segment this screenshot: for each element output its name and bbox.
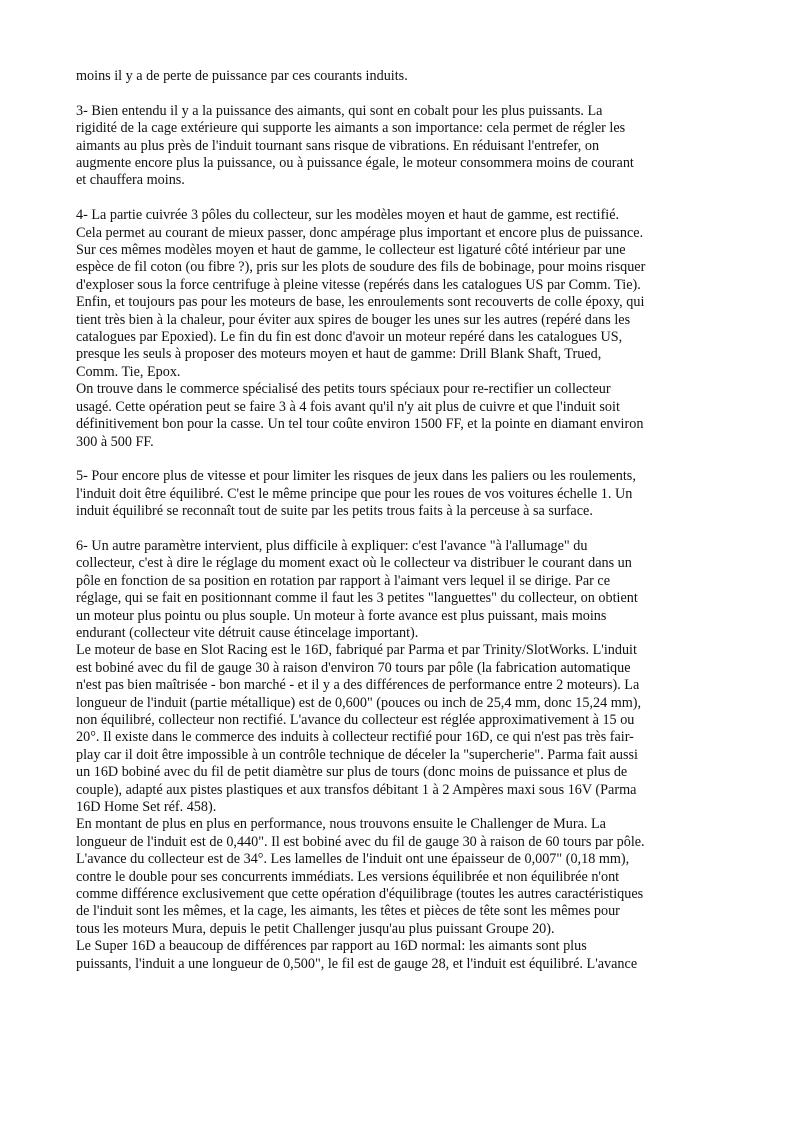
text-line: espèce de fil coton (ou fibre ?), pris sur les plots de soudure des fils de bobinage, pour moins risquer <box>76 259 646 276</box>
text-line: rigidité de la cage extérieure qui supporte les aimants a son importance: cela permet de régler les <box>76 120 626 137</box>
text-line: En montant de plus en plus en performance, nous trouvons ensuite le Challenger de Mura. La <box>76 816 606 833</box>
text-line: tous les moteurs Mura, depuis le petit Challenger jusqu'au plus puissant Groupe 20). <box>76 920 555 937</box>
text-line: 5- Pour encore plus de vitesse et pour limiter les risques de jeux dans les paliers ou les roulements, <box>76 468 636 485</box>
text-line: 16D Home Set réf. 458). <box>76 799 217 815</box>
text-line: puissants, l'induit a une longueur de 0,500", le fil est de gauge 28, et l'induit est équilibré. L'avance <box>76 955 638 972</box>
text-line: Comm. Tie, Epox. <box>76 363 181 380</box>
text-line: est bobiné avec du fil de gauge 30 à raison d'environ 70 tours par pôle (la fabrication automatique <box>76 659 631 676</box>
text-line: Le moteur de base en Slot Racing est le 16D, fabriqué par Parma et par Trinity/SlotWorks. L'induit <box>76 642 637 659</box>
paragraph <box>76 381 724 451</box>
text-line: 3- Bien entendu il y a la puissance des aimants, qui sont en cobalt pour les plus puissants. La <box>76 102 603 119</box>
text-line: un 16D bobiné avec du fil de petit diamètre sur plus de tours (donc moins de puissance et plus de <box>76 764 628 781</box>
text-line: Sur ces mêmes modèles moyen et haut de gamme, le collecteur est ligaturé côté intérieur par une <box>76 242 626 259</box>
text-line: moins il y a de perte de puissance par ces courants induits. <box>76 68 408 84</box>
paragraph <box>76 68 724 85</box>
text-line: un moteur plus pointu ou plus souple. Un moteur à forte avance est plus puissant, mais moins <box>76 607 607 624</box>
text-line: catalogues par Epoxied). Le fin du fin est donc d'avoir un moteur repéré dans les catalogues US, <box>76 329 623 346</box>
text-line: L'avance du collecteur est de 34°. Les lamelles de l'induit ont une épaisseur de 0,007" (0,18 mm), <box>76 851 630 868</box>
text-line: Enfin, et toujours pas pour les moteurs de base, les enroulements sont recouverts de colle époxy, qui <box>76 294 645 311</box>
paragraph <box>76 538 724 642</box>
text-line: n'est pas bien maîtrisée - bon marché - et il y a des différences de performance entre 2 moteurs). La <box>76 677 640 694</box>
text-line: pôle en fonction de sa position en rotation par rapport à l'aimant vers lequel il se dirige. Par ce <box>76 572 611 589</box>
document-page <box>76 68 724 973</box>
text-line: play car il doit être impossible à un contrôle technique de déceler la "supercherie". Parma fait aussi <box>76 746 638 763</box>
text-line: définitivement bon pour la casse. Un tel tour coûte environ 1500 FF, et la pointe en diamant environ <box>76 416 644 433</box>
text-line: réglage, qui se fait en positionnant comme il faut les 3 petites "languettes" du collecteur, on obtient <box>76 590 638 607</box>
text-line: et chauffera moins. <box>76 172 185 189</box>
paragraph <box>76 103 724 190</box>
text-line: l'induit doit être équilibré. C'est le même principe que pour les roues de vos voitures échelle 1. Un <box>76 485 633 502</box>
text-line: d'exploser sous la force centrifuge à pleine vitesse (repérés dans les catalogues US par Comm. Tie). <box>76 276 641 293</box>
text-line: contre le double pour ses concurrents immédiats. Les versions équilibrée et non équilibrée n'ont <box>76 868 620 885</box>
text-line: usagé. Cette opération peut se faire 3 à 4 fois avant qu'il n'y ait plus de cuivre et que l'induit soit <box>76 398 620 415</box>
text-line: augmente encore plus la puissance, ou à puissance égale, le moteur consommera moins de courant <box>76 155 634 172</box>
text-line: 300 à 500 FF. <box>76 433 154 450</box>
text-line: collecteur, c'est à dire le réglage du moment exact où le collecteur va distribuer le courant dans un <box>76 555 632 572</box>
text-line: Le Super 16D a beaucoup de différences par rapport au 16D normal: les aimants sont plus <box>76 938 587 955</box>
paragraph <box>76 938 724 973</box>
text-line: aimants au plus près de l'induit tournant sans risque de vibrations. En réduisant l'entrefer, on <box>76 137 600 154</box>
text-line: non équilibré, collecteur non rectifié. L'avance du collecteur est réglée approximativement à 15 ou <box>76 711 635 728</box>
paragraph <box>76 642 724 816</box>
text-line: endurant (collecteur vite détruit cause étincelage important). <box>76 624 419 641</box>
text-line: 6- Un autre paramètre intervient, plus difficile à expliquer: c'est l'avance "à l'allumage" du <box>76 537 588 554</box>
text-line: longueur de l'induit (partie métallique) est de 0,600" (pouces ou inch de 25,4 mm, donc 15,24 mm), <box>76 694 642 711</box>
text-line: tient très bien à la chaleur, pour éviter aux spires de bouger les unes sur les autres (repéré dans les <box>76 311 631 328</box>
text-line: 4- La partie cuivrée 3 pôles du collecteur, sur les modèles moyen et haut de gamme, est rectifié. <box>76 207 620 224</box>
paragraph <box>76 816 724 938</box>
text-line: longueur de l'induit est de 0,440". Il est bobiné avec du fil de gauge 30 à raison de 60 tours par pôle. <box>76 833 645 850</box>
text-line: couple), adapté aux pistes plastiques et aux transfos débitant 1 à 2 Ampères maxi sous 16V (Parma <box>76 781 637 798</box>
text-line: presque les seuls à proposer des moteurs moyen et haut de gamme: Drill Blank Shaft, Trued, <box>76 346 602 363</box>
paragraph <box>76 207 724 381</box>
text-line: comme différence exclusivement que cette opération d'équilibrage (toutes les autres caractéristiques <box>76 886 644 903</box>
paragraph <box>76 468 724 520</box>
text-line: On trouve dans le commerce spécialisé des petits tours spéciaux pour re-rectifier un collecteur <box>76 381 611 398</box>
text-line: de l'induit sont les mêmes, et la cage, les aimants, les têtes et pièces de tête sont les mêmes pour <box>76 903 620 920</box>
text-line: Cela permet au courant de mieux passer, donc ampérage plus important et encore plus de puissance. <box>76 224 644 241</box>
text-line: induit équilibré se reconnaît tout de suite par les petits trous faits à la perceuse à sa surface. <box>76 503 593 520</box>
text-line: 20°. Il existe dans le commerce des induits à collecteur rectifié pour 16D, ce qui n'est pas très fair- <box>76 729 634 746</box>
